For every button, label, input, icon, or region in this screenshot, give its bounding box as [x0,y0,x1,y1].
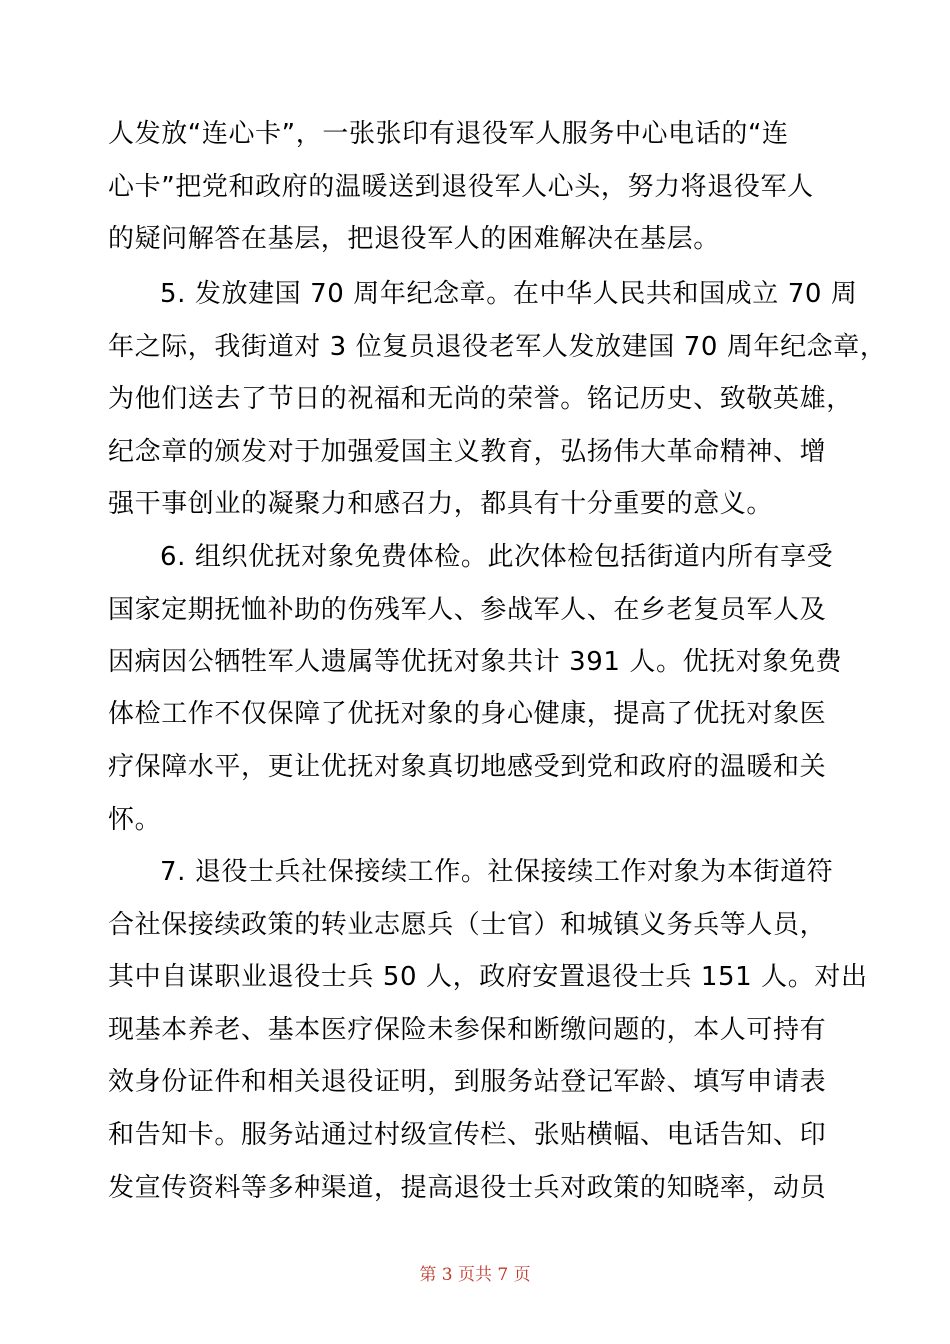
text-line: 心卡”把党和政府的温暖送到退役军人心头，努力将退役军人 [108,172,814,202]
text-line: 疗保障水平，更让优抚对象真切地感受到党和政府的温暖和关 [108,752,827,782]
text-line: 和告知卡。服务站通过村级宣传栏、张贴横幅、电话告知、印 [108,1120,827,1150]
page-footer: 第 3 页共 7 页 [419,1265,531,1285]
text-line: 效身份证件和相关退役证明，到服务站登记军龄、填写申请表 [108,1067,827,1097]
text-line: 纪念章的颁发对于加强爱国主义教育，弘扬伟大革命精神、增 [108,437,827,467]
text-line: 合社保接续政策的转业志愿兵（士官）和城镇义务兵等人员， [108,910,827,940]
text-line: 发宣传资料等多种渠道，提高退役士兵对政策的知晓率，动员 [108,1173,827,1203]
text-line: 的疑问解答在基层，把退役军人的困难解决在基层。 [108,224,720,254]
text-line: 5. 发放建国 70 周年纪念章。在中华人民共和国成立 70 周 [160,279,858,309]
text-line: 人发放“连心卡”，一张张印有退役军人服务中心电话的“连 [108,119,789,149]
text-line: 现基本养老、基本医疗保险未参保和断缴问题的，本人可持有 [108,1015,827,1045]
text-line: 年之际，我街道对 3 位复员退役老军人发放建国 70 周年纪念章， [108,332,887,362]
text-line: 6. 组织优抚对象免费体检。此次体检包括街道内所有享受 [160,542,834,572]
text-line: 为他们送去了节日的祝福和无尚的荣誉。铭记历史、致敬英雄， [108,384,853,414]
text-line: 因病因公牺牲军人遗属等优抚对象共计 391 人。优抚对象免费 [108,647,843,677]
text-line: 怀。 [108,805,162,835]
text-line: 强干事创业的凝聚力和感召力，都具有十分重要的意义。 [108,489,774,519]
text-line: 其中自谋职业退役士兵 50 人，政府安置退役士兵 151 人。对出 [108,962,868,992]
text-line: 体检工作不仅保障了优抚对象的身心健康，提高了优抚对象医 [108,699,827,729]
text-line: 7. 退役士兵社保接续工作。社保接续工作对象为本街道符 [160,857,834,887]
text-line: 国家定期抚恤补助的伤残军人、参战军人、在乡老复员军人及 [108,595,827,625]
